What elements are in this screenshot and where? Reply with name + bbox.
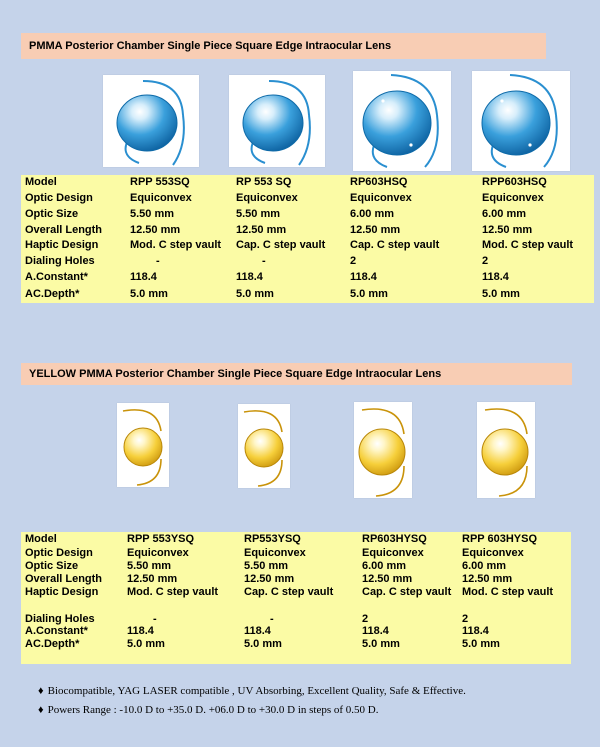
note-features-text: Biocompatible, YAG LASER compatible , UV Absorbing, Excellent Quality, Safe & Effective. bbox=[47, 685, 466, 697]
spec-value-cell: 5.0 mm bbox=[127, 638, 165, 650]
spec-value-cell: RPP 553YSQ bbox=[127, 533, 195, 545]
spec-value-cell: RP603HYSQ bbox=[362, 533, 427, 545]
blue-lens-image-1 bbox=[103, 75, 199, 167]
spec-label-cell: Optic Design bbox=[25, 192, 93, 204]
blue-intraocular-lens-icon bbox=[472, 71, 570, 171]
table-row bbox=[21, 192, 588, 208]
spec-value-cell: 5.0 mm bbox=[462, 638, 500, 650]
table-row bbox=[21, 573, 571, 586]
table-row bbox=[21, 288, 588, 304]
spec-value-cell: 12.50 mm bbox=[236, 224, 287, 236]
spec-value-cell: RPP 603HYSQ bbox=[462, 533, 538, 545]
spec-value-cell: 5.0 mm bbox=[350, 288, 388, 300]
table-row bbox=[21, 208, 588, 224]
spec-label-cell: Haptic Design bbox=[25, 239, 99, 251]
table-row bbox=[21, 625, 571, 638]
yellow-lens-image-2 bbox=[238, 404, 290, 488]
yellow-intraocular-lens-icon bbox=[477, 402, 535, 498]
spec-value-cell: - bbox=[270, 613, 274, 625]
spec-value-cell: Equiconvex bbox=[362, 547, 424, 559]
spec-label-cell: Optic Design bbox=[25, 547, 93, 559]
spec-value-cell: 5.0 mm bbox=[236, 288, 274, 300]
spec-value-cell: 6.00 mm bbox=[482, 208, 527, 220]
spec-value-cell: 12.50 mm bbox=[127, 573, 178, 585]
table-row bbox=[21, 533, 571, 547]
spec-value-cell: Equiconvex bbox=[130, 192, 192, 204]
spec-label-cell: AC.Depth* bbox=[25, 288, 80, 300]
spec-value-cell: 5.50 mm bbox=[244, 560, 289, 572]
section1-spec-table bbox=[21, 175, 594, 303]
spec-value-cell: Equiconvex bbox=[350, 192, 412, 204]
table-row bbox=[21, 547, 571, 560]
spec-value-cell: RP553YSQ bbox=[244, 533, 301, 545]
spec-label-cell: Overall Length bbox=[25, 224, 103, 236]
spec-value-cell: Mod. C step vault bbox=[482, 239, 574, 251]
spec-value-cell: 12.50 mm bbox=[362, 573, 413, 585]
spec-label-cell: Model bbox=[25, 533, 57, 545]
spec-value-cell: - bbox=[153, 613, 157, 625]
spec-value-cell: 2 bbox=[350, 255, 357, 267]
spec-value-cell: Mod. C step vault bbox=[462, 586, 554, 598]
spec-value-cell: 12.50 mm bbox=[482, 224, 533, 236]
spec-value-cell: Mod. C step vault bbox=[130, 239, 222, 251]
blue-intraocular-lens-icon bbox=[103, 75, 199, 167]
spec-value-cell: 118.4 bbox=[362, 625, 389, 637]
spec-value-cell: Mod. C step vault bbox=[127, 586, 219, 598]
spec-value-cell: Equiconvex bbox=[482, 192, 544, 204]
spec-value-cell: Cap. C step vault bbox=[350, 239, 440, 251]
spec-label-cell: A.Constant* bbox=[25, 625, 88, 637]
spec-value-cell: 5.0 mm bbox=[362, 638, 400, 650]
yellow-lens-image-3 bbox=[354, 402, 412, 498]
yellow-intraocular-lens-icon bbox=[354, 402, 412, 498]
spec-value-cell: 118.4 bbox=[244, 625, 271, 637]
yellow-lens-image-1 bbox=[117, 403, 169, 487]
spec-value-cell: 5.50 mm bbox=[236, 208, 281, 220]
spec-value-cell: 12.50 mm bbox=[130, 224, 181, 236]
spec-value-cell: 5.50 mm bbox=[127, 560, 172, 572]
spec-value-cell: Cap. C step vault bbox=[244, 586, 334, 598]
table-row bbox=[21, 560, 571, 573]
note-power-range bbox=[38, 701, 466, 720]
spec-value-cell: 6.00 mm bbox=[462, 560, 507, 572]
blue-intraocular-lens-icon bbox=[353, 71, 451, 171]
spec-label-cell: AC.Depth* bbox=[25, 638, 80, 650]
spec-value-cell: 5.50 mm bbox=[130, 208, 175, 220]
spec-value-cell: 5.0 mm bbox=[244, 638, 282, 650]
spec-value-cell: 2 bbox=[462, 613, 469, 625]
spec-value-cell: 118.4 bbox=[350, 271, 377, 283]
table-row bbox=[21, 599, 571, 625]
blue-lens-image-3 bbox=[353, 71, 451, 171]
spec-value-cell: 6.00 mm bbox=[362, 560, 407, 572]
spec-value-cell: 118.4 bbox=[236, 271, 263, 283]
spec-value-cell: 118.4 bbox=[462, 625, 489, 637]
spec-value-cell: Equiconvex bbox=[127, 547, 189, 559]
blue-lens-image-4 bbox=[472, 71, 570, 171]
spec-value-cell: 5.0 mm bbox=[482, 288, 520, 300]
blue-lens-image-2 bbox=[229, 75, 325, 167]
spec-label-cell: Dialing Holes bbox=[25, 255, 95, 267]
spec-value-cell: RPP 553SQ bbox=[130, 176, 190, 188]
spec-label-cell: Optic Size bbox=[25, 560, 79, 572]
spec-value-cell: 118.4 bbox=[482, 271, 509, 283]
diamond-bullet-icon: ♦ bbox=[38, 704, 44, 716]
feature-notes bbox=[38, 682, 466, 720]
spec-value-cell: 118.4 bbox=[127, 625, 154, 637]
spec-value-cell: Equiconvex bbox=[244, 547, 306, 559]
yellow-lens-image-4 bbox=[477, 402, 535, 498]
section2-title: YELLOW PMMA Posterior Chamber Single Piece Square Edge Intraocular Lens bbox=[29, 368, 442, 380]
yellow-intraocular-lens-icon bbox=[238, 404, 290, 488]
note-features bbox=[38, 682, 466, 701]
table-row bbox=[21, 586, 571, 599]
spec-label-cell: Optic Size bbox=[25, 208, 79, 220]
spec-value-cell: RPP603HSQ bbox=[482, 176, 547, 188]
spec-value-cell: 12.50 mm bbox=[350, 224, 401, 236]
note-power-range-text: Powers Range : -10.0 D to +35.0 D. +06.0 D to +30.0 D in steps of 0.50 D. bbox=[47, 704, 379, 716]
spec-value-cell: Equiconvex bbox=[462, 547, 524, 559]
section2-spec-table bbox=[21, 532, 571, 664]
spec-value-cell: 2 bbox=[362, 613, 369, 625]
spec-value-cell: RP 553 SQ bbox=[236, 176, 292, 188]
table-row bbox=[21, 239, 588, 255]
section1-title: PMMA Posterior Chamber Single Piece Square Edge Intraocular Lens bbox=[29, 40, 392, 52]
table-row bbox=[21, 176, 588, 192]
spec-value-cell: 5.0 mm bbox=[130, 288, 168, 300]
spec-value-cell: 2 bbox=[482, 255, 489, 267]
diamond-bullet-icon: ♦ bbox=[38, 685, 44, 697]
table-row bbox=[21, 224, 588, 239]
spec-value-cell: 6.00 mm bbox=[350, 208, 395, 220]
spec-value-cell: Cap. C step vault bbox=[362, 586, 452, 598]
spec-value-cell: RP603HSQ bbox=[350, 176, 408, 188]
table-row bbox=[21, 638, 571, 651]
blue-intraocular-lens-icon bbox=[229, 75, 325, 167]
spec-value-cell: 118.4 bbox=[130, 271, 157, 283]
spec-label-cell: Dialing Holes bbox=[25, 613, 95, 625]
section2-title-banner bbox=[21, 363, 572, 385]
spec-value-cell: Equiconvex bbox=[236, 192, 298, 204]
spec-value-cell: Cap. C step vault bbox=[236, 239, 326, 251]
spec-value-cell: 12.50 mm bbox=[244, 573, 295, 585]
spec-label-cell: A.Constant* bbox=[25, 271, 88, 283]
yellow-intraocular-lens-icon bbox=[117, 403, 169, 487]
table-row bbox=[21, 271, 588, 288]
spec-value-cell: - bbox=[156, 255, 160, 267]
spec-value-cell: - bbox=[262, 255, 266, 267]
section1-title-banner bbox=[21, 33, 546, 59]
spec-label-cell: Model bbox=[25, 176, 57, 188]
spec-label-cell: Haptic Design bbox=[25, 586, 99, 598]
table-row bbox=[21, 255, 588, 271]
spec-label-cell: Overall Length bbox=[25, 573, 103, 585]
spec-value-cell: 12.50 mm bbox=[462, 573, 513, 585]
